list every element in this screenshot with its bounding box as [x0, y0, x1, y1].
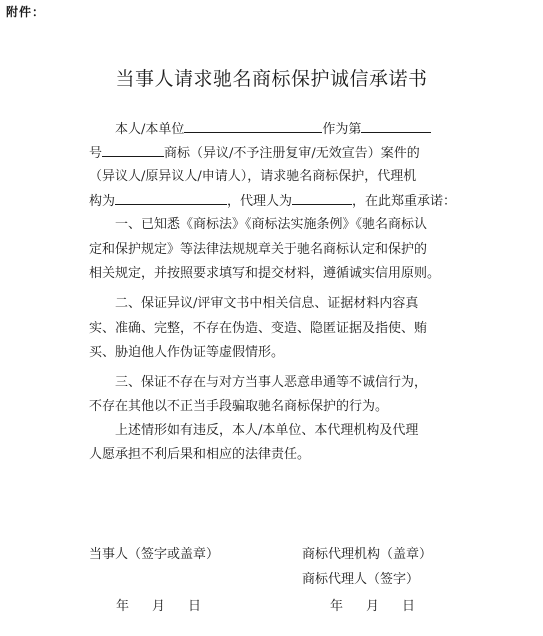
clause-1-line-2 — [89, 240, 461, 260]
clause-4-line-2 — [89, 445, 461, 465]
intro-text: 商标（异议/不予注册复审/无效宣告）案件的 — [164, 146, 420, 161]
intro-text: 号 — [89, 146, 103, 161]
clause-text: 二、保证异议/评审文书中相关信息、证据材料内容真 — [115, 296, 419, 311]
intro-text: ，在此郑重承诺： — [352, 194, 457, 209]
party-signature-label: 当事人（签字或盖章） — [89, 547, 220, 562]
intro-line-2 — [89, 143, 461, 164]
document-title: 当事人请求驰名商标保护诚信承诺书 — [115, 68, 428, 90]
clause-2-line-1 — [89, 294, 461, 314]
agency-name-blank[interactable] — [115, 191, 227, 205]
clause-text: 一、已知悉《商标法》《商标法实施条例》《驰名商标认 — [115, 217, 428, 232]
intro-line-1 — [89, 119, 461, 140]
clause-4-line-1 — [89, 421, 461, 441]
clause-2-line-3 — [89, 343, 461, 363]
clause-text: 人愿承担不利后果和相应的法律责任。 — [89, 447, 311, 462]
attachment-label: 附件： — [6, 5, 46, 19]
clause-text: 相关规定，并按照要求填写和提交材料，遵循诚实信用原则。 — [89, 266, 441, 281]
agency-date-year: 年 — [330, 599, 344, 614]
intro-text: 构为 — [89, 194, 116, 209]
intro-line-4 — [89, 191, 461, 212]
party-date-day: 日 — [188, 599, 202, 614]
agent-name-blank[interactable] — [292, 191, 352, 205]
party-date-year: 年 — [116, 599, 130, 614]
intro-line-3 — [89, 167, 461, 187]
clause-3-line-2 — [89, 397, 461, 417]
agency-date-month: 月 — [366, 599, 380, 614]
clause-2-line-2 — [89, 319, 461, 339]
clause-3-line-1 — [89, 373, 461, 393]
clause-1-line-3 — [89, 264, 461, 284]
party-name-blank[interactable] — [184, 119, 322, 133]
party-date-month: 月 — [152, 599, 166, 614]
agency-seal-label: 商标代理机构（盖章） — [302, 547, 433, 562]
clause-text: 三、保证不存在与对方当事人恶意串通等不诚信行为， — [115, 375, 428, 390]
clause-text: 上述情形如有违反，本人/本单位、本代理机构及代理 — [115, 423, 419, 438]
intro-text: ，代理人为 — [227, 194, 293, 209]
intro-text: （异议人/原异议人/申请人），请求驰名商标保护，代理机 — [89, 169, 417, 184]
agency-date-day: 日 — [402, 599, 416, 614]
clause-text: 不存在其他以不正当手段骗取驰名商标保护的行为。 — [89, 399, 389, 414]
intro-text: 作为第 — [322, 122, 362, 137]
intro-text: 本人/本单位 — [115, 122, 185, 137]
clause-text: 买、胁迫他人作伪证等虚假情形。 — [89, 345, 285, 360]
clause-1-line-1 — [89, 215, 461, 235]
trademark-number-blank[interactable] — [361, 119, 431, 133]
clause-text: 定和保护规定》等法律法规规章关于驰名商标认定和保护的 — [89, 242, 428, 257]
clause-text: 实、准确、完整，不存在伪造、变造、隐匿证据及指使、贿 — [89, 321, 428, 336]
agent-signature-label: 商标代理人（签字） — [302, 572, 420, 587]
trademark-number-suffix-blank[interactable] — [102, 143, 164, 157]
